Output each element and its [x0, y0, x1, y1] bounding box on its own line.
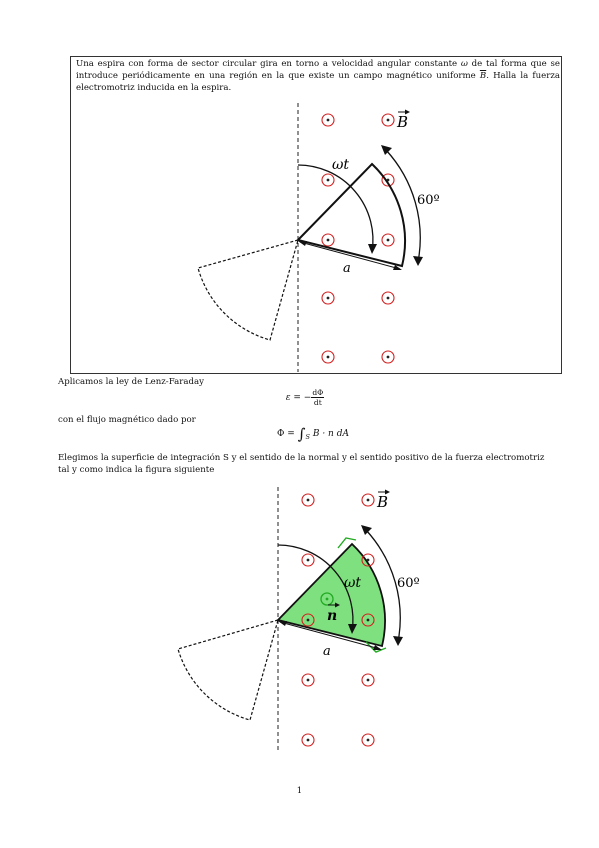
field-dot-icon	[362, 494, 374, 506]
surface-text: Elegimos la superficie de integración S y el sentido de la normal y el sentido positivo de la fuerza electromotriz tal y como indica la figura siguiente	[58, 453, 545, 475]
page-number: 1	[296, 786, 303, 796]
label-B-2: B	[377, 493, 389, 511]
field-dot-icon	[362, 734, 374, 746]
field-dot-icon	[302, 494, 314, 506]
flux-equation: $\Phi = \int_S$ B · n dA	[277, 425, 349, 443]
arrowhead-icon	[278, 621, 287, 626]
label-B: B	[397, 113, 409, 131]
label-omega-t-2: ωt	[344, 575, 362, 591]
B-vector-symbol: $\overline{B}$	[479, 71, 487, 81]
field-dot-icon	[302, 734, 314, 746]
omega-symbol: ω	[460, 59, 468, 69]
loop-sector-dashed-2	[178, 620, 278, 720]
lenz-intro: Aplicamos la ley de Lenz-Faraday	[58, 377, 204, 387]
field-dot-icon	[362, 674, 374, 686]
arrowhead-icon	[393, 636, 403, 646]
label-omega-t: ωt	[332, 157, 350, 173]
field-dot-icon	[302, 554, 314, 566]
label-radius-2: a	[323, 644, 331, 659]
label-radius: a	[343, 261, 351, 276]
label-angle-2: 60º	[397, 576, 420, 591]
field-dot-icon	[302, 674, 314, 686]
flux-intro: con el flujo magnético dado por	[58, 415, 196, 425]
emf-equation: ε = − $\frac{d\Phi}{dt}$	[285, 388, 324, 407]
label-angle: 60º	[417, 193, 440, 208]
arrowhead-icon	[361, 525, 372, 535]
label-normal: n	[327, 608, 338, 624]
problem-statement: Una espira con forma de sector circular gira en torno a velocidad angular constante ω de tal forma que se introduce periódicamente en una región en la que existe un campo magnético uniforme $\overline{B}$. Halla la fuerza electromotriz inducida en la espira.	[76, 59, 560, 93]
